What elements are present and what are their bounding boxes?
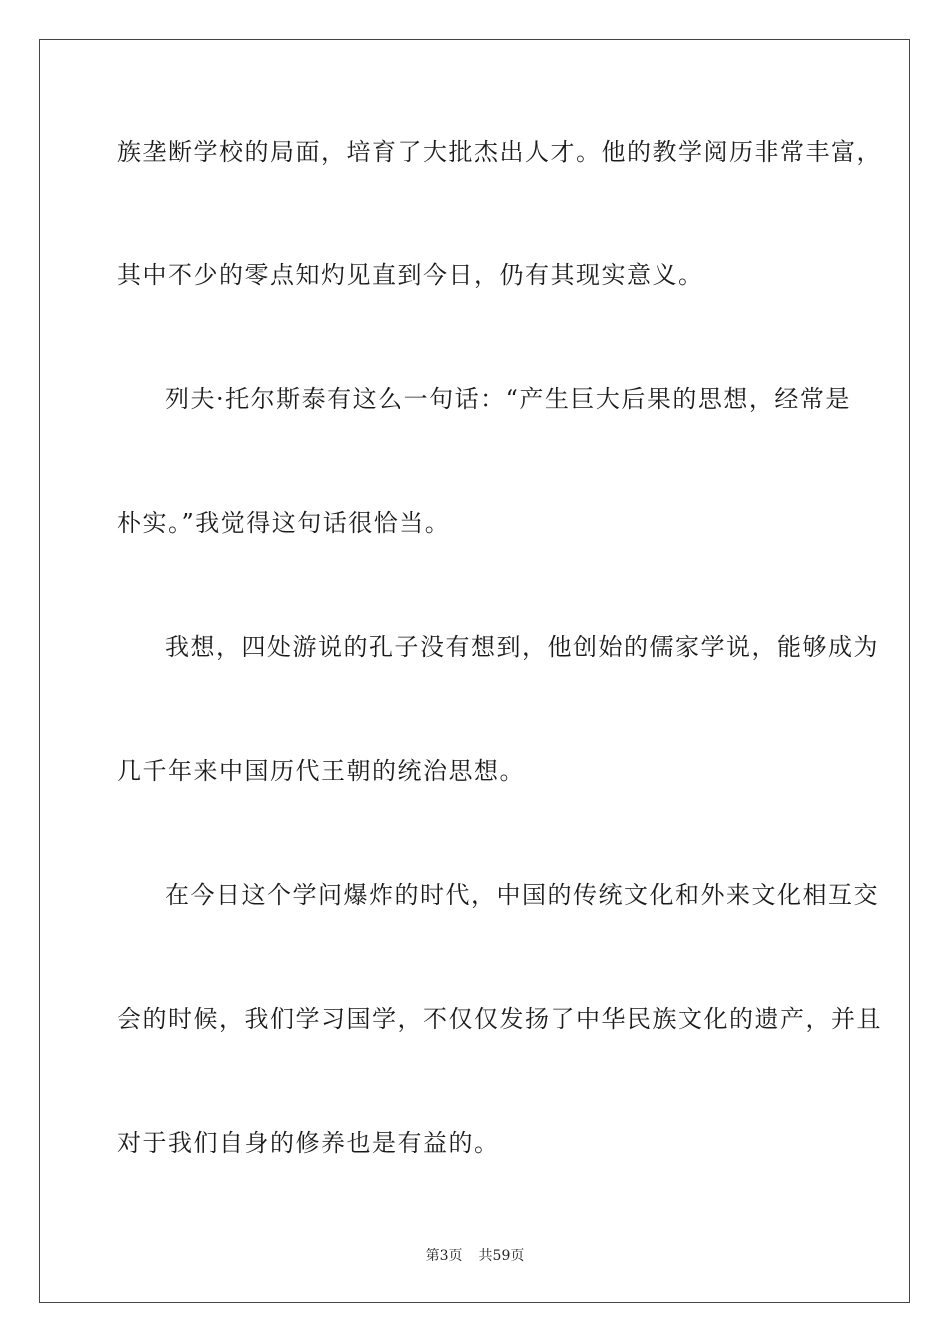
text-line-9: 对于我们自身的修养也是有益的。 bbox=[117, 1129, 500, 1157]
text-line-7: 在今日这个学问爆炸的时代，中国的传统文化和外来文化相互交 bbox=[165, 881, 879, 909]
page-footer bbox=[0, 1246, 950, 1266]
text-line-8: 会的时候，我们学习国学，不仅仅发扬了中华民族文化的遗产，并且 bbox=[117, 1005, 882, 1033]
page-total: 共59页 bbox=[478, 1248, 525, 1264]
page-border bbox=[39, 39, 910, 1303]
text-line-6: 几千年来中国历代王朝的统治思想。 bbox=[117, 757, 525, 785]
text-line-1: 族垄断学校的局面，培育了大批杰出人才。他的教学阅历非常丰富， bbox=[117, 138, 882, 166]
text-line-4: 朴实。”我觉得这句话很恰当。 bbox=[117, 509, 451, 537]
page-number: 第3页 bbox=[425, 1248, 463, 1264]
text-line-5: 我想，四处游说的孔子没有想到，他创始的儒家学说，能够成为 bbox=[165, 633, 879, 661]
text-line-3: 列夫·托尔斯泰有这么一句话：“产生巨大后果的思想，经常是 bbox=[165, 385, 851, 413]
text-line-2: 其中不少的零点知灼见直到今日，仍有其现实意义。 bbox=[117, 261, 704, 289]
